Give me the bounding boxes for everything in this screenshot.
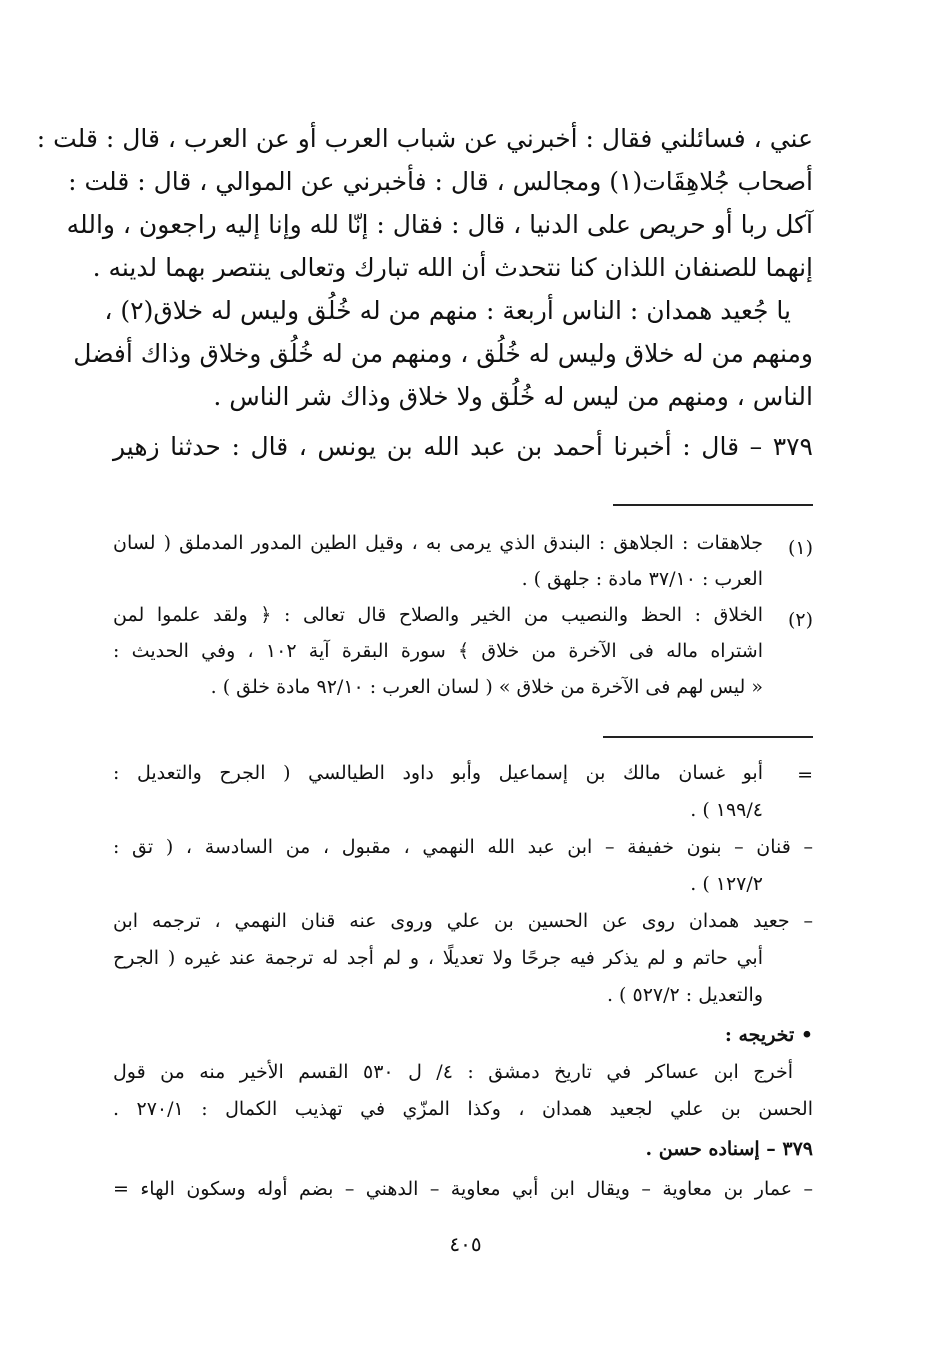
continuation-marker: = (797, 764, 813, 786)
footnote-separator (613, 504, 813, 506)
footnote-line: « ليس لهم فى الآخرة من خلاق » ( لسان العرب : ٩٢/١٠ مادة خلق ) . (210, 676, 763, 698)
main-text-line: الناس ، ومنهم من ليس له خُلُق ولا خلاق وذاك شر الناس . (213, 382, 813, 411)
note-line: – قنان – بنون خفيفة – ابن عبد الله النهمي ، مقبول ، من السادسة ، ( تق : (113, 836, 813, 858)
note-line: أبي حاتم و لم يذكر فيه جرحًا ولا تعديلًا ، و لم أجد له ترجمة عند غيره ( الجرح (113, 947, 763, 969)
footnote-number: (١) (787, 537, 813, 559)
note-line: الحسن بن علي لجعيد همدان ، وكذا المزّي في تهذيب الكمال : ٢٧٠/١ . (113, 1098, 813, 1120)
note-line: ١٢٧/٢ ) . (690, 873, 763, 895)
page-number: ٤٠٥ (449, 1232, 482, 1256)
main-text-line: إنهما للصنفان اللذان كنا نتحدث أن الله تبارك وتعالى ينتصر بهما لدينه . (92, 253, 813, 282)
main-text-line: آكل ربا أو حريص على الدنيا ، قال : فقال : إنّا لله وإنا إليه راجعون ، والله (66, 210, 813, 239)
note-line: – جعيد همدان روى عن الحسين بن علي وروى عنه قنان النهمي ، ترجمه ابن (113, 910, 813, 932)
note-line: والتعديل : ٥٢٧/٢ ) . (606, 984, 763, 1006)
main-text-line: أصحاب جُلاهِقَات(١) ومجالس ، قال : فأخبرني عن الموالي ، قال : قلت : (68, 167, 813, 196)
note-line: أبو غسان مالك بن إسماعيل وأبو داود الطيالسي ( الجرح والتعديل : (113, 762, 763, 784)
takhrij-heading: • تخريجه : (724, 1024, 813, 1046)
hadith-start-line: ٣٧٩ – قال : أخبرنا أحمد بن عبد الله بن يونس ، قال : حدثنا زهير (113, 432, 813, 461)
footnote-line: جلاهقات : الجلاهق : البندق الذي يرمى به ، وقيل الطين المدور المدملق ( لسان (113, 532, 763, 554)
note-line: ١٩٩/٤ ) . (690, 799, 763, 821)
footnote-line: الخلاق : الحظ والنصيب من الخير والصلاح قال تعالى : ﴿ ولقد علموا لمن (113, 604, 763, 626)
main-text-line: ومنهم من له خلاق وليس له خُلُق ، ومنهم من له خُلُق وخلاق وذاك أفضل (73, 339, 813, 368)
footnote-line: العرب : ٣٧/١٠ مادة : جلهق ) . (521, 568, 763, 590)
isnad-grade: ٣٧٩ – إسناده حسن . (645, 1138, 813, 1160)
note-line: – عمار بن معاوية – ويقال ابن أبي معاوية – الدهني – بضم أوله وسكون الهاء = (113, 1178, 813, 1200)
note-line: أخرج ابن عساكر في تاريخ دمشق : ٤/ ل ٥٣٠ القسم الأخير منه من قول (113, 1061, 793, 1083)
main-text-line: عني ، فسائلني فقال : أخبرني عن شباب العرب أو عن العرب ، قال : قلت : (36, 124, 813, 153)
footnote-line: اشتراه ماله فى الآخرة من خلاق ﴾ سورة البقرة آية ١٠٢ ، وفي الحديث : (113, 640, 763, 662)
footnote-number: (٢) (787, 609, 813, 631)
main-text-line: يا جُعيد همدان : الناس أربعة : منهم من له خُلُق وليس له خلاق(٢) ، (104, 296, 791, 325)
notes-separator (603, 736, 813, 738)
